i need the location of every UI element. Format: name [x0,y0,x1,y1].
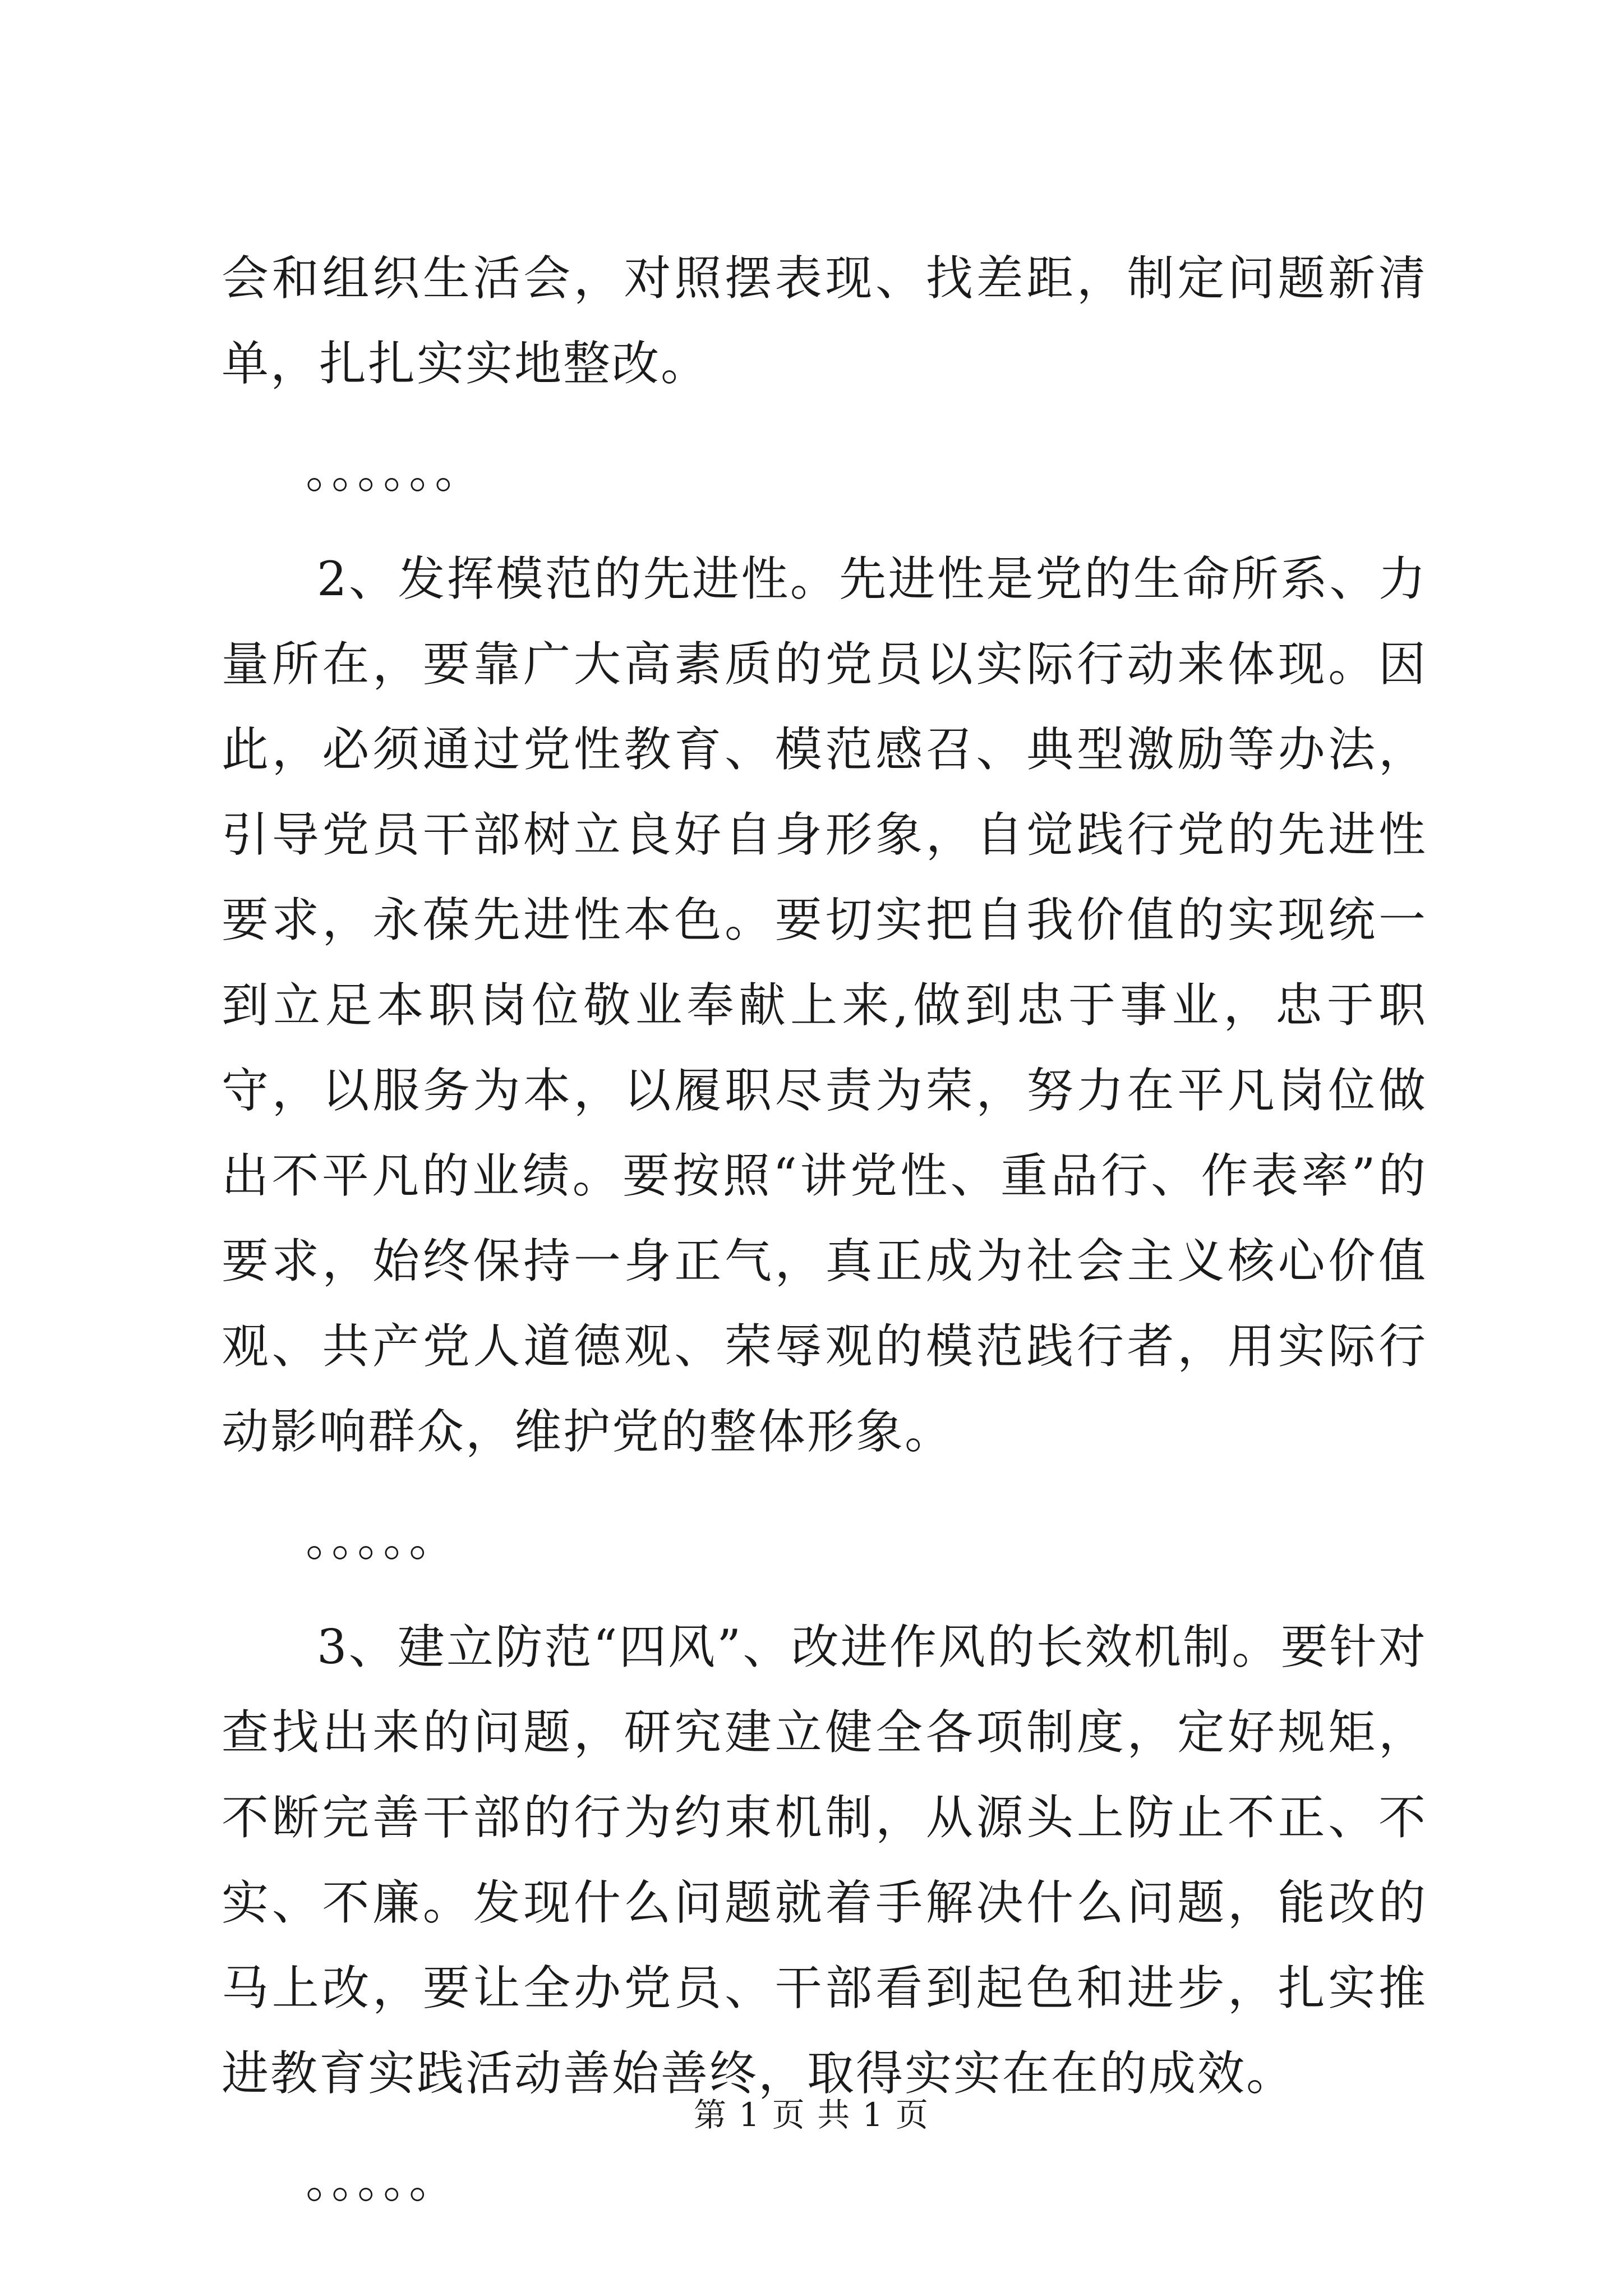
ellipsis-marker: 。。。。。 [306,2154,459,2208]
document-body [222,236,1427,2246]
paragraph-continuation: 会和组织生活会，对照摆表现、找差距，制定问题新清单，扎扎实实地整改。 [222,251,1427,391]
paragraph-section-2: 2、发挥模范的先进性。先进性是党的生命所系、力量所在，要靠广大高素质的党员以实际行动来体现。因此，必须通过党性教育、模范感召、典型激励等办法，引导党员干部树立良好自身形象，自觉践行党的先进性要求，永葆先进性本色。要切实把自我价值的实现统一到立足本职岗位敬业奉献上来,做到忠于事业，忠于职守，以服务为本，以履职尽责为荣，努力在平凡岗位做出不平凡的业绩。要按照“讲党性、重品行、作表率”的要求，始终保持一身正气，真正成为社会主义核心价值观、共产党人道德观、荣辱观的模范践行者，用实际行动影响群众，维护党的整体形象。 [222,551,1427,1459]
paragraph-section-3: 3、建立防范“四风”、改进作风的长效机制。要针对查找出来的问题，研究建立健全各项制度，定好规矩，不断完善干部的行为约束机制，从源头上防止不正、不实、不廉。发现什么问题就着手解决什么问题，能改的马上改，要让全办党员、干部看到起色和进步，扎实推进教育实践活动善始善终，取得实实在在的成效。 [222,1619,1427,2101]
page-footer: 第 1 页 共 1 页 [694,2096,929,2134]
ellipsis-marker: 。。。。。 [306,1512,459,1567]
ellipsis-marker: 。。。。。。 [306,444,485,499]
